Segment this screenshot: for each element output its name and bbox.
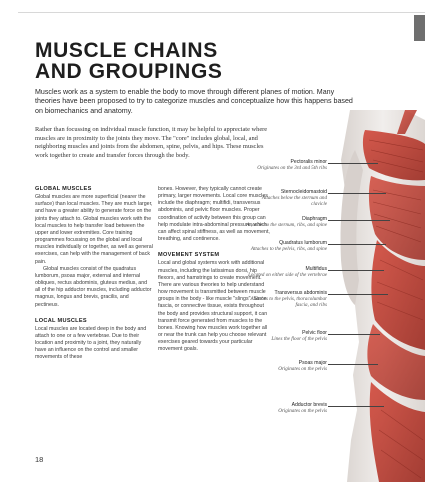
label-quadratus-lumborum: Quadratus lumborum Attaches to the pelvis, ribs, and spine [250, 240, 327, 253]
leader-line [328, 406, 384, 407]
leader-line [328, 193, 386, 194]
leader-line [328, 364, 378, 365]
title-line-2: AND GROUPINGS [35, 60, 223, 83]
leader-line [328, 270, 384, 271]
intro-paragraph: Muscles work as a system to enable the body to move through different planes of motion. Many theories have been proposed to try to categorize muscles and conceptualize how this happens based on biomechanics and anatomy. [35, 88, 353, 115]
body-paragraph: Rather than focussing on individual muscle function, it may be helpful to appreciate where muscles are in proximity to the joints they move. The "core" includes global, local, and neighboring muscles and joints from the abdomen, spine, pelvis, and hips. These muscles work together to create and transfer forces through the body. [35, 126, 268, 159]
continued-paragraph: bones. However, they typically cannot create primary, larger movements. Local core muscles include the diaphragm; multifidi, transversus abdominis, and pelvic floor muscles. Proper coordination of activity between this group can help modulate intra-abdominal pressure, which can affect spinal stiffness, as well as movement, breathing, and continence. [158, 186, 270, 243]
label-pectoralis-minor: Pectoralis minor Originates on the 3rd and 5th ribs [257, 159, 327, 172]
leader-line [328, 334, 380, 335]
label-transversus-abdominis: Transversus abdominis Attaches to the pelvis, thoracolumbar fascia, and ribs [250, 290, 327, 309]
label-diaphragm: Diaphragm Attaches to the sternum, ribs, and spine [246, 216, 327, 229]
local-muscles-heading: LOCAL MUSCLES [35, 317, 87, 324]
global-paragraph-1: Global muscles are more superficial (nearer the surface) than local muscles. They are much larger, and have a greater ability to generate force on the joints they attach to. Global muscles work with the local muscles to help transfer load between the upper and lower extremities. Core training programmes focussing on the global and local muscles individually or together, as well as general exercises, can help with the management of back pain. [35, 194, 153, 265]
global-muscles-heading: GLOBAL MUSCLES [35, 186, 92, 192]
leader-line [328, 220, 390, 221]
label-multifidus: Multifidus Located on either side of the vertebrae [248, 266, 327, 279]
left-column [35, 182, 153, 362]
leader-line [328, 244, 386, 245]
leader-line [328, 294, 388, 295]
page-title [35, 40, 335, 82]
top-rule [18, 12, 425, 13]
title-line-1: MUSCLE CHAINS [35, 39, 218, 62]
global-paragraph-2: Global muscles consist of the quadratus lumborum, psoas major, external and internal obliques, rectus abdominis, gluteus medius, and all of the hip adductor muscles, including adductor magnus, longus and brevis, gracilis, and pectineus. [35, 265, 152, 308]
label-sternocleidomastoid: Sternocleidomastoid Attaches below the sternum and clavicle [261, 189, 327, 208]
movement-system-heading: MOVEMENT SYSTEM [158, 252, 220, 259]
label-pelvic-floor: Pelvic floor Lines the floor of the pelvis [271, 330, 327, 343]
movement-paragraph: Local and global systems work with additional muscles, including the latissimus dorsi, hip flexors, and hamstrings to create movement. There are various theories to help understand how movement is transmitted between muscle groups in the body - like muscle "slings". Since fascia, or connective tissue, exists throughout the body and provides structural support, it can transmit force generated from muscles to the bones. Knowing how muscles work together all or near the trunk can help you choose relevant exercises geared towards your particular movement goals. [158, 260, 268, 353]
leader-line [328, 163, 378, 164]
label-adductor-brevis: Adductor brevis Originates on the pelvis [278, 402, 327, 415]
local-paragraph-1: Local muscles are located deep in the body and attach to one or a few vertebrae. Due to their location and proximity to a joint, they naturally have an influence on the control and smaller movements of these [35, 325, 147, 361]
label-psoas-major: Psoas major Originates on the pelvis [278, 360, 327, 373]
page-number: 18 [35, 455, 44, 464]
page-tab-marker [414, 15, 425, 41]
